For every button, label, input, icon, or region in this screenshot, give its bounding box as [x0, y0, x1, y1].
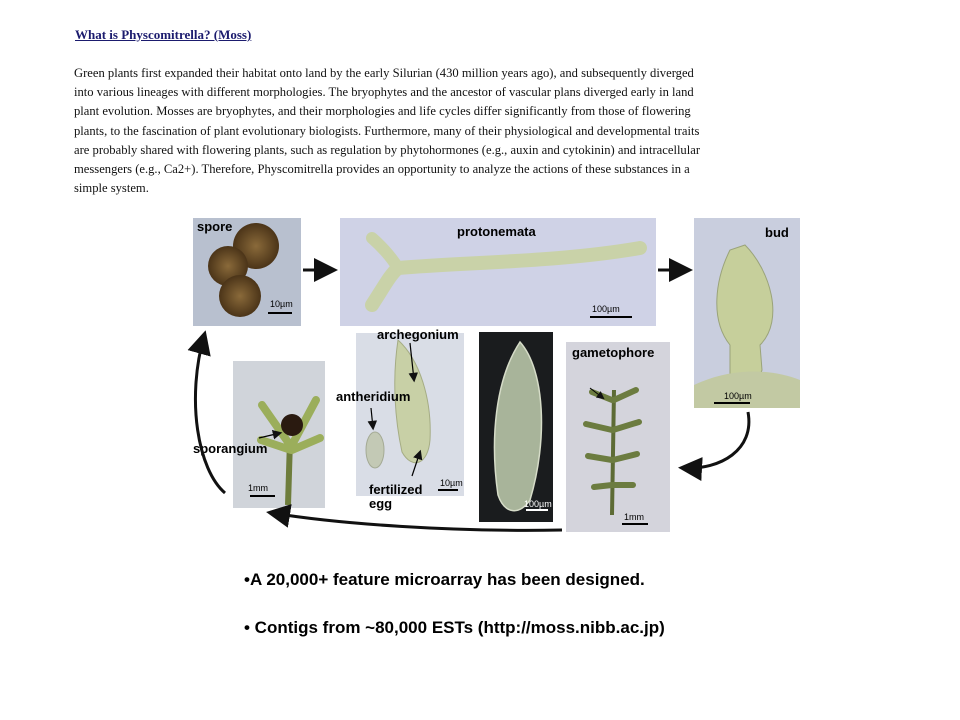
- paragraph-line: are probably shared with flowering plants, such as regulation by phytohormones (e.g., auxin and cytokinin) and intracellular: [74, 142, 701, 157]
- paragraph-line: into various lineages with different morphologies. The bryophytes and the ancestor of vascular plans diverged early in land: [74, 85, 694, 100]
- arrow-bud-to-gametophore: [684, 412, 749, 468]
- paragraph-line: plants, to the fascination of plant evolutionary biologists. Furthermore, many of their physiological and developmental traits: [74, 123, 700, 138]
- leaf-photo: [479, 332, 553, 522]
- bullet-contigs: • Contigs from ~80,000 ESTs (http://moss.nibb.ac.jp): [244, 618, 665, 637]
- bud-label: bud: [765, 225, 789, 240]
- paragraph-line: Green plants first expanded their habitat onto land by the early Silurian (430 million years ago), and subsequently diverged: [74, 66, 694, 80]
- bud-scale: 100µm: [724, 391, 752, 401]
- page-heading: What is Physcomitrella? (Moss): [75, 27, 252, 42]
- gametophore-photo: [566, 342, 670, 532]
- spore-cell-3: [219, 275, 261, 317]
- antheridium-label: antheridium: [336, 389, 411, 404]
- paragraph-line: simple system.: [74, 181, 149, 196]
- archegonium-label: archegonium: [377, 327, 459, 342]
- spore-scale: 10µm: [270, 299, 293, 309]
- paragraph-line: plant evolution. Mosses are bryophytes, and their morphologies and life cycles differ significantly from those of flowering: [74, 104, 691, 119]
- paragraph-line: messengers (e.g., Ca2+). Therefore, Physcomitrella provides an opportunity to analyze the actions of these substances in a: [74, 162, 690, 177]
- protonemata-photo: [340, 218, 656, 326]
- sporangium-photo: [193, 361, 325, 508]
- sporangium-label: sporangium: [193, 441, 268, 456]
- bullet-microarray: •A 20,000+ feature microarray has been designed.: [244, 570, 645, 589]
- protonemata-scale: 100µm: [592, 304, 620, 314]
- gametophore-label: gametophore: [572, 345, 655, 360]
- protonemata-label: protonemata: [457, 224, 536, 239]
- spore-photo: [193, 218, 301, 326]
- spore-label: spore: [197, 219, 233, 234]
- gametophore-scale: 1mm: [624, 512, 644, 522]
- fertilized-scale: 10µm: [440, 478, 463, 488]
- egg-label: egg: [369, 496, 393, 511]
- gametophore-photo-bg: [566, 342, 670, 532]
- leaf-scale: 100µm: [524, 499, 552, 509]
- fertilized-label: fertilized: [369, 482, 423, 497]
- bud-photo: [694, 218, 800, 408]
- sporangium-scale: 1mm: [248, 483, 268, 493]
- fertilized-photo: [336, 327, 464, 511]
- arrow-sporangium-to-spore: [195, 336, 225, 493]
